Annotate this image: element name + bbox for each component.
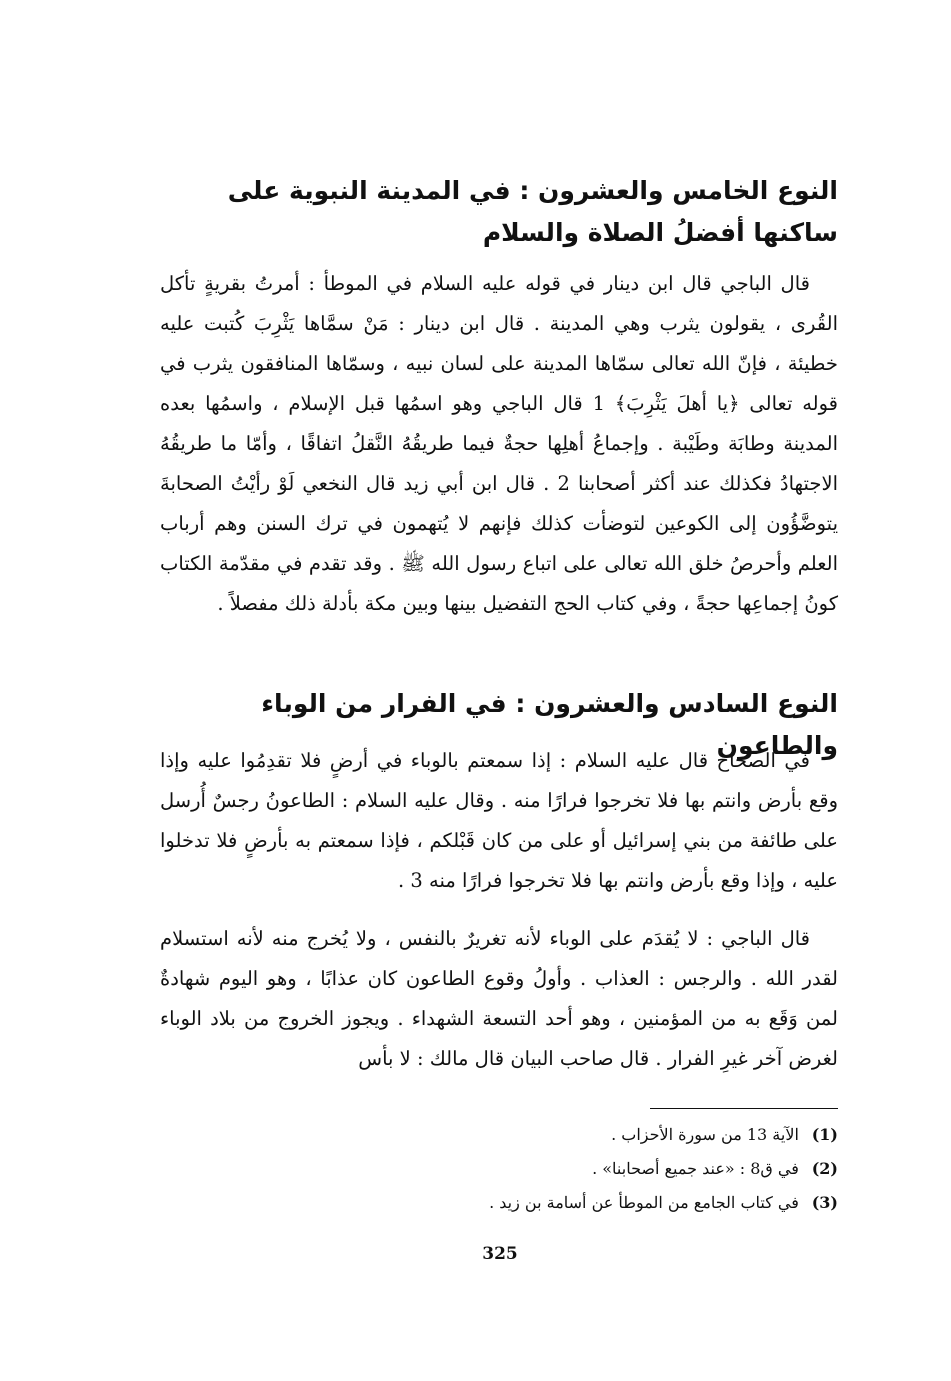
section-heading-25: النوع الخامس والعشرون : في المدينة النبوية على ساكنها أفضلُ الصلاة والسلام (227, 176, 838, 247)
section-heading-26: النوع السادس والعشرون : في الفرار من الوباء والطاعون (261, 689, 838, 760)
paragraph-baji-commentary: قال الباجي : لا يُقدَم على الوباء لأنه تغريرٌ بالنفس ، ولا يُخرج منه لأنه استسلام لقدر الله . والرجس : العذاب . وأولُ وقوع الطاعون كان عذابًا ، وهو اليوم شهادةٌ لمن وَقَع به من المؤمنين ، وهو أحد التسعة الشهداء . ويجوز الخروج من بلاد الوباء لغرض آخر غيرِ الفرار . قال صاحب البيان قال مالك : لا بأس (160, 927, 838, 1070)
footnote-text: الآية 13 من سورة الأحزاب . (611, 1125, 799, 1144)
footnote-text: في ق8 : «عند جميع أصحابنا» . (592, 1159, 799, 1178)
footnote-item (300, 1152, 838, 1186)
footnote-number: (3) (811, 1193, 838, 1212)
footnote-text: في كتاب الجامع من الموطأ عن أسامة بن زيد . (489, 1193, 799, 1212)
footnote-item (300, 1118, 838, 1152)
footnote-number: (1) (811, 1125, 838, 1144)
footnote-divider (650, 1108, 838, 1109)
paragraph-plague-hadith: في الصحاح قال عليه السلام : إذا سمعتم بالوباء في أرضٍ فلا تقدِمُوا عليه وإذا وقع بأرض وانتم بها فلا تخرجوا فرارًا منه . وقال عليه السلام : الطاعونُ رجسٌ أُرسل على طائفة من بني إسرائيل أو على من كان قَبْلكم ، فإذا سمعتم به بأرضٍ فلا تدخلوا عليه ، وإذا وقع بأرض وانتم بها فلا تخرجوا فرارًا منه 3 . (160, 749, 838, 892)
footnote-item (300, 1186, 838, 1220)
footnotes (300, 1118, 838, 1220)
paragraph-madina: قال الباجي قال ابن دينار في قوله عليه السلام في الموطأ : أمرتُ بقريةٍ تأكل القُرى ، يقولون يثرب وهي المدينة . قال ابن دينار : مَنْ سمَّاها يَثْرِبَ كُتبت عليه خطيئة ، فإنّ الله تعالى سمّاها المدينة على لسان نبيه ، وسمّاها المنافقون يثرب في قوله تعالى ﴿يا أهلَ يَثْرِبَ﴾ 1 قال الباجي وهو اسمُها قبل الإسلام ، واسمُها بعده المدينة وطابَة وطَيْبة . وإجماعُ أهلِها حجةٌ فيما طريقُهُ النَّقلُ اتفاقًا ، وأمّا ما طريقُهُ الاجتهادُ فكذلك عند أكثر أصحابنا 2 . قال ابن أبي زيد قال النخعي لَوْ رأيْتُ الصحابةَ يتوضَّؤُون إلى الكوعين لتوضأت كذلك فإنهم لا يُتهمون في ترك السنن وهم أرباب العلم وأحرصُ خلق الله تعالى على اتباع رسول الله ﷺ . وقد تقدم في مقدّمة الكتاب كونُ إجماعِها حجةً ، وفي كتاب الحج التفضيل بينها وبين مكة بأدلة ذلك مفصلاً . (160, 272, 838, 615)
page-number: 325 (482, 1244, 518, 1264)
footnote-number: (2) (811, 1159, 838, 1178)
